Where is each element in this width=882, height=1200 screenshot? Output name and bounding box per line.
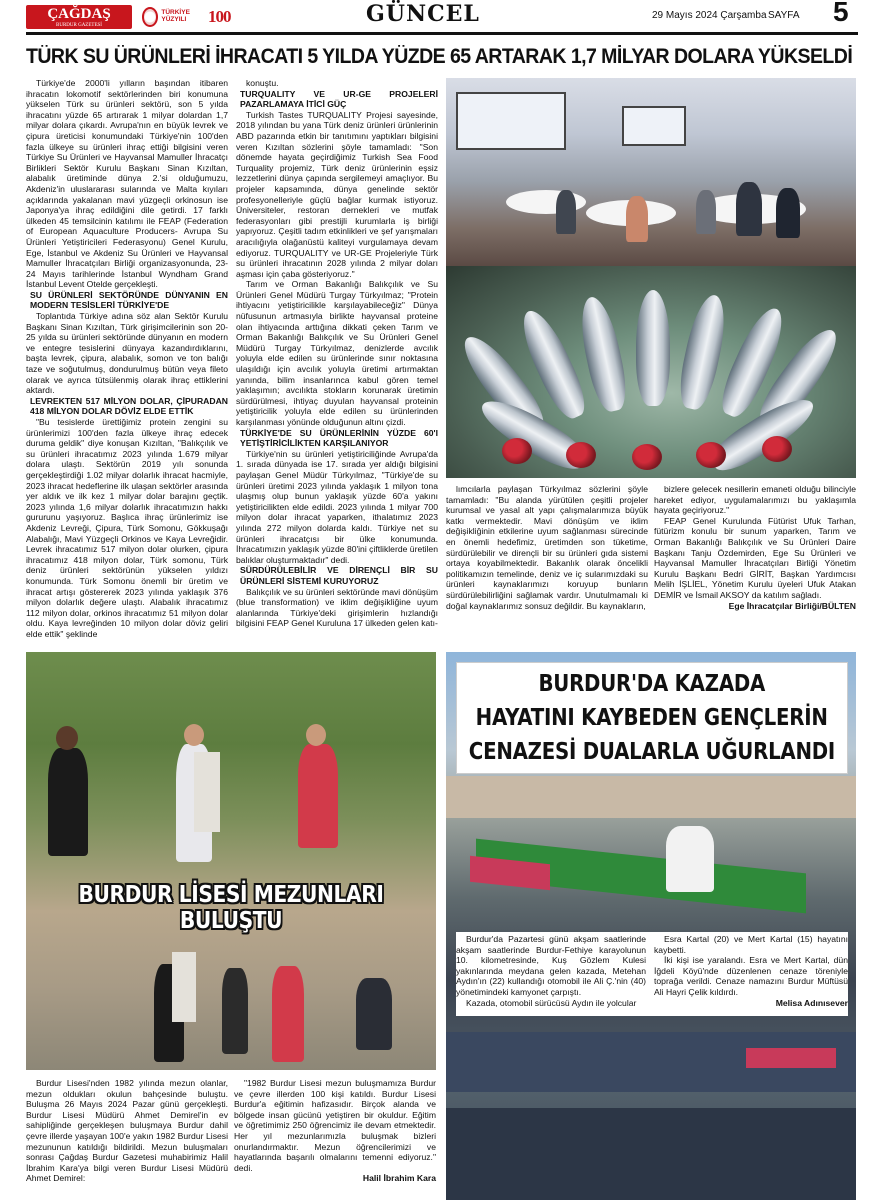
paragraph: Burdur Lisesi'nden 1982 yılında mezun olanlar, mezun oldukları okulun bahçesinde buluştu. Buluşma 26 Mayıs 2024 Pazar günü gerçekleşti. Burdur Lisesi Müdürü Ahmet Demirel'in ev sahipliğinde gerçekleşen buluşmaya Burdur dahil çevre illerde yaşayan 100'e yakın 1982 Burdur Lisesi mezununun katıldığı bildirildi. Mezun buluşmaları sonrası Çağdaş Burdur Gazetesi muhabirimiz Halil İbrahim Kara'ya bilgi veren Burdur Lisesi Müdürü Ahmet Demirel:: [26, 1078, 228, 1184]
paragraph: lımcılarla paylaşan Türkyılmaz sözlerini şöyle tamamladı: "Bu alanda yürütülen çeşitli projeler kurumsal ve yasal alt yapı çalışmalarımıza büyük katkı vermektedir. Mavi dönüşüm ve iklim değişikliğinin etkilerine uyum sağlanması sürecinde en önemli hedefimiz, üretimden son tüketime, sürdürülebilir ve dirençli bir su ürünleri gıda sistemi ortaya koyabilmektedir. Bakanlık olarak öncelikli politikamızın temelinde, deniz ve iç sularımızdaki su ürünleri kaynaklarımızı koruyup bunların sürdürülebilirliğini sağlamak vardır. Unutulmamalı ki doğal kaynaklarımız sonsuz değildir. Bu kaynakların,: [446, 484, 648, 611]
paragraph: "Bu tesislerde ürettiğimiz protein zengini su ürünlerimizi 100'den fazla ülkeye ihraç edecek duruma geldik" diye konuşan Kızıltan, "Balıkçılık ve su ürünleri ihracatımız 2023 yılında 1.679 milyar dolara ulaştı. Sektörün 2019 yılı sonunda gerçekleştirdiği 1.02 milyar dolarlık ihracat hacmiyle, 2023 ihracat hedeflerine ilk ulaşan sektörler arasında yer aldık ve ilk kez 1 milyar dolar barajını geçtik. 2023 yılında 1,6 milyar dolarlık ihracatımızın hakkı gururunu yaşıyoruz. Başlıca ihraç ürünlerimiz ise Akdeniz Levreği, Çipura, Türk Somonu, Gökkuşağı Alabalığı, Mavi Yüzgeçli Orkinos ve Kaya Levreğidir. Levrek ihracatımız 517 milyon dolar olurken, çipura ihracatımız 418 milyon dolar, Türk somonu, Türk deniz ürünleri sektörünün yükselen yıldızı konumunda. Türk Somonu önemli bir üretim ve ihracat artışı göstererek 2023 yılında yaklaşık 376 milyon dolarlık değere ulaştı. Alabalık ihracatımız 112 milyon dolar, orkinos ihracatımız 51 milyon dolar oldu. Kaya levreğinden 10 milyon dolar döviz geliri elde ettik" şeklinde: [26, 417, 228, 639]
fish-head: [762, 436, 792, 462]
imam: [666, 826, 714, 892]
person: [298, 744, 338, 848]
paragraph: İki kişi ise yaralandı. Esra ve Mert Kartal, dün İğdeli Köyü'nde düzenlenen cenaze töreniyle toprağa verildi. Cenaze namazını Burdur Müftüsü Ali Hayri Çelik kıldırdı.: [654, 955, 848, 997]
centennial-logo: 100: [208, 7, 231, 26]
fish-head: [632, 444, 662, 470]
article1-column-3: [446, 484, 648, 611]
article1-column-1: [26, 78, 228, 639]
funeral-article-text-area: [456, 932, 848, 1016]
monument-pillar: [194, 752, 220, 832]
person: [48, 748, 88, 856]
subheading: SU ÜRÜNLERİ SEKTÖRÜNDE DÜNYANIN EN MODERN TESİSLERİ TÜRKİYE'DE: [30, 289, 228, 311]
attendee: [776, 188, 800, 238]
monument-pillar: [172, 952, 196, 1022]
fish-photo: [446, 266, 856, 478]
graduates-article-title: BURDUR LİSESİ MEZUNLARI BULUŞTU: [78, 882, 384, 934]
title-line: BURDUR'DA KAZADA: [538, 671, 766, 697]
funeral-article-title: [456, 662, 848, 774]
subheading: TÜRKİYE'DE SU ÜRÜNLERİNİN YÜZDE 60'I YETİŞTİRİCİLİKTEN KARŞILANIYOR: [240, 427, 438, 449]
person: [356, 978, 392, 1050]
attendee: [556, 190, 576, 234]
paragraph: Kazada, otomobil sürücüsü Aydın ile yolcular: [466, 997, 637, 1008]
page-number: 5: [833, 0, 849, 27]
conference-photo: [446, 78, 856, 266]
article-headline: TÜRK SU ÜRÜNLERİ İHRACATI 5 YILDA YÜZDE 65 ARTARAK 1,7 MİLYAR DOLARA YÜKSELDİ: [26, 45, 853, 68]
attendee: [696, 190, 716, 234]
paragraph: Turkish Tastes TURQUALITY Projesi sayesinde, 2018 yılından bu yana Türk deniz ürünleri ürünlerinin ABD pazarında etkin bir tanıtımını yaptıkları bilgisini veren Kızıltan sözlerini şöyle tamamladı: "Son dönemde hayata geçirdiğimiz Turkish Sea Food Turquality projemiz, Türk deniz ürünlerinin eşsiz lezzetlerini dünya çapında sergilemeyi amaçlıyor. Bu projeler kapsamında, dünya genelinde sektör profesyonelleriyle güçlü bağlar kurmak istiyoruz. Üniversiteler, restoran dernekleri ve mutfak federasyonları gibi prestijli kurumlarla iş birliği yapıyoruz. Çeşitli tadım etkinlikleri ve şef yarışmaları aracılığıyla olağanüstü kaliteyi vurgulamaya devam ediyoruz. TURQUALITY ve UR-GE Projeleriyle Türk su ürünleri ihracatının 2028 yılında 2 milyar doları aşması için çaba gösteriyoruz.": [236, 109, 438, 279]
person: [222, 968, 248, 1054]
newspaper-logo[interactable]: [26, 5, 132, 29]
attendee: [626, 196, 648, 242]
person-head: [184, 724, 204, 746]
masthead-divider: [26, 32, 858, 35]
paragraph: Burdur'da Pazartesi günü akşam saatlerinde akşam saatlerinde Burdur-Fethiye karayolunun 10. kilometresinde, Kuş Gözlem Kulesi yakınlarında meydana gelen kazada, Metehan Aydın'ın (22) kullandığı otomobil ile Ali Ç.'nin (40) yönetimindeki kamyonet çarpıştı.: [456, 934, 646, 997]
paragraph: konuştu.: [246, 78, 279, 88]
coffin-draped-red: [746, 1048, 836, 1068]
fish-head: [502, 438, 532, 464]
subheading: SÜRDÜRÜLEBİLİR VE DİRENÇLİ BİR SU ÜRÜNLERİ SİSTEMİ KURUYORUZ: [240, 565, 438, 586]
turkiye-logo-text: TÜRKİYE YÜZYILI: [161, 9, 190, 23]
byline: Melisa Adınısever: [775, 997, 848, 1008]
title-line: CENAZESİ DUALARLA UĞURLANDI: [468, 739, 836, 765]
paragraph: FEAP Genel Kurulunda Fütürist Ufuk Tarhan, fütürizm konulu bir sunum yaparken, Tarım ve Orman Bakanlığı Balıkçılık ve Su Ürünleri Daire Başkanı Tanju Özdemirden, Ege Su Ürünleri ve Hayvansal Mamuller İhracatçıları Birliği Yönetim Kurulu Başkanı Bedri GİRİT, Başkan Yardımcısı Melih İŞLİEL, Yönetim Kurulu üyeleri Ufuk Atakan DEMİR ve İsmail AKSOY da katılım sağladı.: [654, 515, 856, 600]
article2-column-1: [26, 1078, 228, 1184]
fish-head: [696, 442, 726, 468]
fish-head: [566, 442, 596, 468]
turkiye-emblem-icon: [142, 7, 158, 27]
person-head: [56, 726, 78, 750]
person: [272, 966, 304, 1062]
fish: [636, 290, 670, 406]
graduates-article-text-area: [26, 1076, 436, 1200]
page-label: SAYFA: [768, 10, 800, 21]
attendee: [736, 182, 762, 236]
article3-column-1: [456, 934, 646, 1008]
byline: Halil İbrahim Kara: [362, 1173, 436, 1184]
paragraph: Türkiye'nin su ürünleri yetiştiriciliğinde Avrupa'da 1. sırada dünyada ise 17. sırada yer aldığı bilgisini paylaşan Genel Müdür Türkyılmaz, "Türkiye'de su ürünleri üretimi 2023 yılında yaklaşık 1 milyon tona ulaşmış olup bunun yaklaşık yüzde 60'a yakını yetiştiricilikten elde edildi. 2023 yılında 1 milyar 700 milyon dolar ihracat yaparken, ithalatımız 2023 yılında 272 milyon dolarda kaldı. Türkiye net su ürünleri ihracatçısı bir ülke konumunda. İhracatımızın yaklaşık yüzde 80'ini çiftliklerde üretilen balıklar oluşturmaktadır" dedi.: [236, 448, 438, 565]
paragraph: Esra Kartal (20) ve Mert Kartal (15) hayatını kaybetti.: [654, 934, 848, 955]
article1-column-2: [236, 78, 438, 629]
turkiye-yuzyili-logo: [142, 5, 204, 29]
logo-name: ÇAĞDAŞ: [47, 5, 111, 22]
presentation-screen-secondary: [622, 106, 686, 146]
byline: Ege İhracatçılar Birliği/BÜLTEN: [728, 600, 856, 611]
paragraph: "1982 Burdur Lisesi mezun buluşmamıza Burdur ve çevre illerden 100 kişi katıldı. Burdur Lisesi Burdur'a eğitimin hafizasıdır. Birçok alanda ve bölgede insan gücünü yetiştiren bir okuldur. Eğitim ve öğretimimiz 250 öğrencimiz ile devam etmektedir. Her yıl mezunlarımızla buluşmak bizleri onurlandırmaktır. Mezun öğrencilerimizi ve hayatlarında başarılı olmalarını temenni ediyoruz." dedi.: [234, 1078, 436, 1173]
presentation-screen: [456, 92, 566, 150]
section-title: GÜNCEL: [366, 1, 480, 27]
paragraph: Toplantıda Türkiye adına söz alan Sektör Kurulu Başkanı Sinan Kızıltan, Türk girişimcilerinin son 20-25 yılda su ürünleri sektöründe dünyanın en modern ve entegre tesislerini dünyaya kazandırdıklarını, başta levrek, çipura, alabalık, somon ve ton balığı taze ve soğutulmuş, dondurulmuş bütün veya fileto olarak ve ayrıca tütsülenmiş olarak ihraç ettiklerini aktardı.: [26, 311, 228, 396]
paragraph: bizlere gelecek nesillerin emaneti olduğu bilinciyle hareket ediyor, uygulamalarımızı bu yaklaşımla hayata geçiriyoruz.": [654, 484, 856, 516]
subheading: LEVREKTEN 517 MİLYON DOLAR, ÇİPURADAN 418 MİLYON DOLAR DÖVİZ ELDE ETTİK: [30, 395, 228, 417]
issue-date: 29 Mayıs 2024 Çarşamba: [652, 10, 767, 21]
article1-column-4: [654, 484, 856, 611]
article3-column-2: [654, 934, 848, 1008]
paragraph: Türkiye'de 2000'li yılların başından itibaren ihracatın lokomotif sektörlerinden biri konumuna yükselen Türk su ürünleri sektörü, son 5 yılda ihracatını yüzde 65 artırarak 1 milyar dolardan 1,7 milyar dolara çıkardı. Avrupa'nın en büyük levrek ve çipura üreticisi konumundaki Türkiye'nin 100'den fazla ülkeye su ürünleri ihraç ettiği bilgisini veren Türkiye Su Ürünleri ve Hayvansal Mamuller İhracatçı Birlikleri Sektör Kurulu Başkanı Sinan Kızıltan, alabalık üretiminde dünya 2.'si olduğumuzu, Akdeniz'in uluslararası sularında ve Malta kıyıları açıklarında yakalanan mavi yüzgeçli orkinosun ise Japonya'ya ihraç edildiğini dile getirdi. 17 farklı ülkeden 45 temsilcinin katılımı ile FEAP (Federation of European Aquaculture Producers- Avrupa Su Ürünleri Yetiştiricileri Federasyonu) Genel Kurulu, Ege, İstanbul ve Akdeniz Su Ürünleri ve Hayvansal Mamuller İhracatçıları Birliği organizasyonunda, 23-24 Mayıs tarihlerinde İstanbul Wyndham Grand İstanbul Levent Otelde gerçekleşti.: [26, 78, 228, 290]
graduates-photo: [26, 652, 436, 1070]
article2-column-2: [234, 1078, 436, 1184]
paragraph: Tarım ve Orman Bakanlığı Balıkçılık ve Su Ürünleri Genel Müdürü Turgay Türkyılmaz; "Protein ihtiyacını yetiştiricilikle karşılayabileceğiz" Dünya nüfusunun artmasıyla birlikte hayvansal proteine olan ihtiyacında arttığına dikkati çeken Tarım ve Orman Bakanlığı Balıkçılık ve Su Ürünleri Genel Müdürü Turgay Türkyılmaz, denizlerde avcılık yoluyla elde edilen su ürünlerinde sınır noktasına ulaşıldığı için avcılık yoluyla üretimi artırmaktan yanında, bilim insanlarınca kabul gören temel yaklaşımın; avcılıkta stokların korunarak üretimin sürdürülmesi, ihtiyaç duyulan hayvansal proteinin yetiştiricilik yoluyla elde edilen su ürünlerinden karşılanması yönünde olduğunun altını çizdi.: [236, 279, 438, 427]
subheading: TURQUALITY VE UR-GE PROJELERİ PAZARLAMAYA İTİCİ GÜÇ: [240, 88, 438, 110]
buildings: [446, 776, 856, 818]
title-line: HAYATINI KAYBEDEN GENÇLERİN: [476, 705, 828, 731]
logo-subtitle: BURDUR GAZETESİ: [56, 22, 102, 28]
person-head: [306, 724, 326, 746]
paragraph: Balıkçılık ve su ürünleri sektöründe mavi dönüşüm (blue transformation) ve iklim değişikliğine uyum alanlarında Türkiye'deki girişimlerin hızlandığı bilgisini FEAP Genel Kuruluna 17 ülkeden gelen katı-: [236, 586, 438, 629]
crowd-row: [446, 1108, 856, 1200]
